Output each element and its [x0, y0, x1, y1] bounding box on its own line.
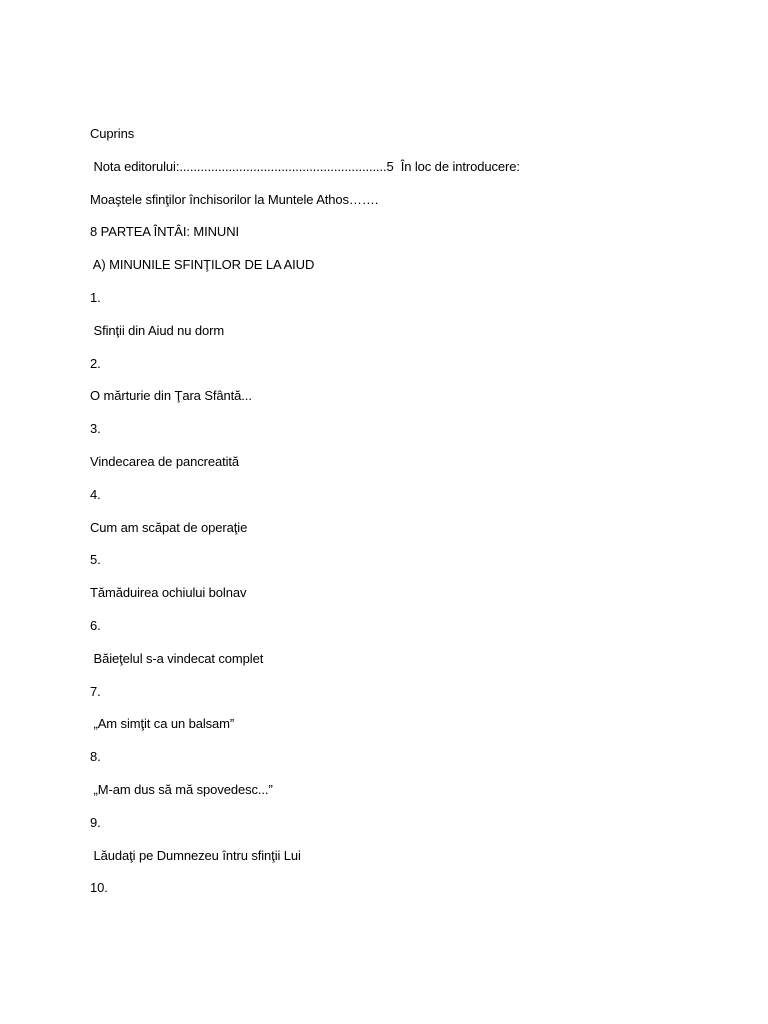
toc-entry-number: 7.	[90, 683, 101, 699]
toc-entry-number: 9.	[90, 814, 101, 830]
toc-entry-title: „Am simţit ca un balsam”	[90, 716, 235, 732]
toc-entry-title: Lăudaţi pe Dumnezeu întru sfinţii Lui	[90, 847, 301, 863]
toc-entry-title: Cum am scăpat de operaţie	[90, 519, 248, 535]
toc-entry-number: 6.	[90, 617, 101, 633]
toc-entry-number: 3.	[90, 421, 101, 437]
toc-heading: Cuprins	[90, 126, 135, 141]
toc-entry-number: 5.	[90, 552, 101, 568]
toc-entry-number: 10.	[90, 880, 108, 896]
toc-entry-number: 4.	[90, 486, 101, 502]
toc-entry-title: Băieţelul s-a vindecat complet	[90, 650, 264, 666]
document-body	[90, 124, 730, 911]
toc-section-title: A) MINUNILE SFINŢILOR DE LA AIUD	[90, 257, 315, 273]
toc-entry-title: Sfinţii din Aiud nu dorm	[90, 322, 225, 338]
toc-entry-number: 2.	[90, 355, 101, 371]
toc-entry-number: 8.	[90, 749, 101, 765]
toc-entry: 8 PARTEA ÎNTÂI: MINUNI	[90, 224, 240, 240]
toc-entry-title: Vindecarea de pancreatită	[90, 453, 240, 469]
toc-entry: Nota editorului:...........................................................5 În loc de introducere:	[90, 158, 520, 174]
toc-entry-number: 1.	[90, 289, 101, 305]
toc-entry-title: Tămăduirea ochiului bolnav	[90, 585, 247, 601]
toc-entry-title: „M-am dus să mă spovedesc...”	[90, 781, 273, 797]
toc-entry: Moaştele sfinţilor închisorilor la Muntele Athos…….	[90, 191, 379, 207]
toc-entry-title: O mărturie din Ţara Sfântă...	[90, 388, 252, 404]
